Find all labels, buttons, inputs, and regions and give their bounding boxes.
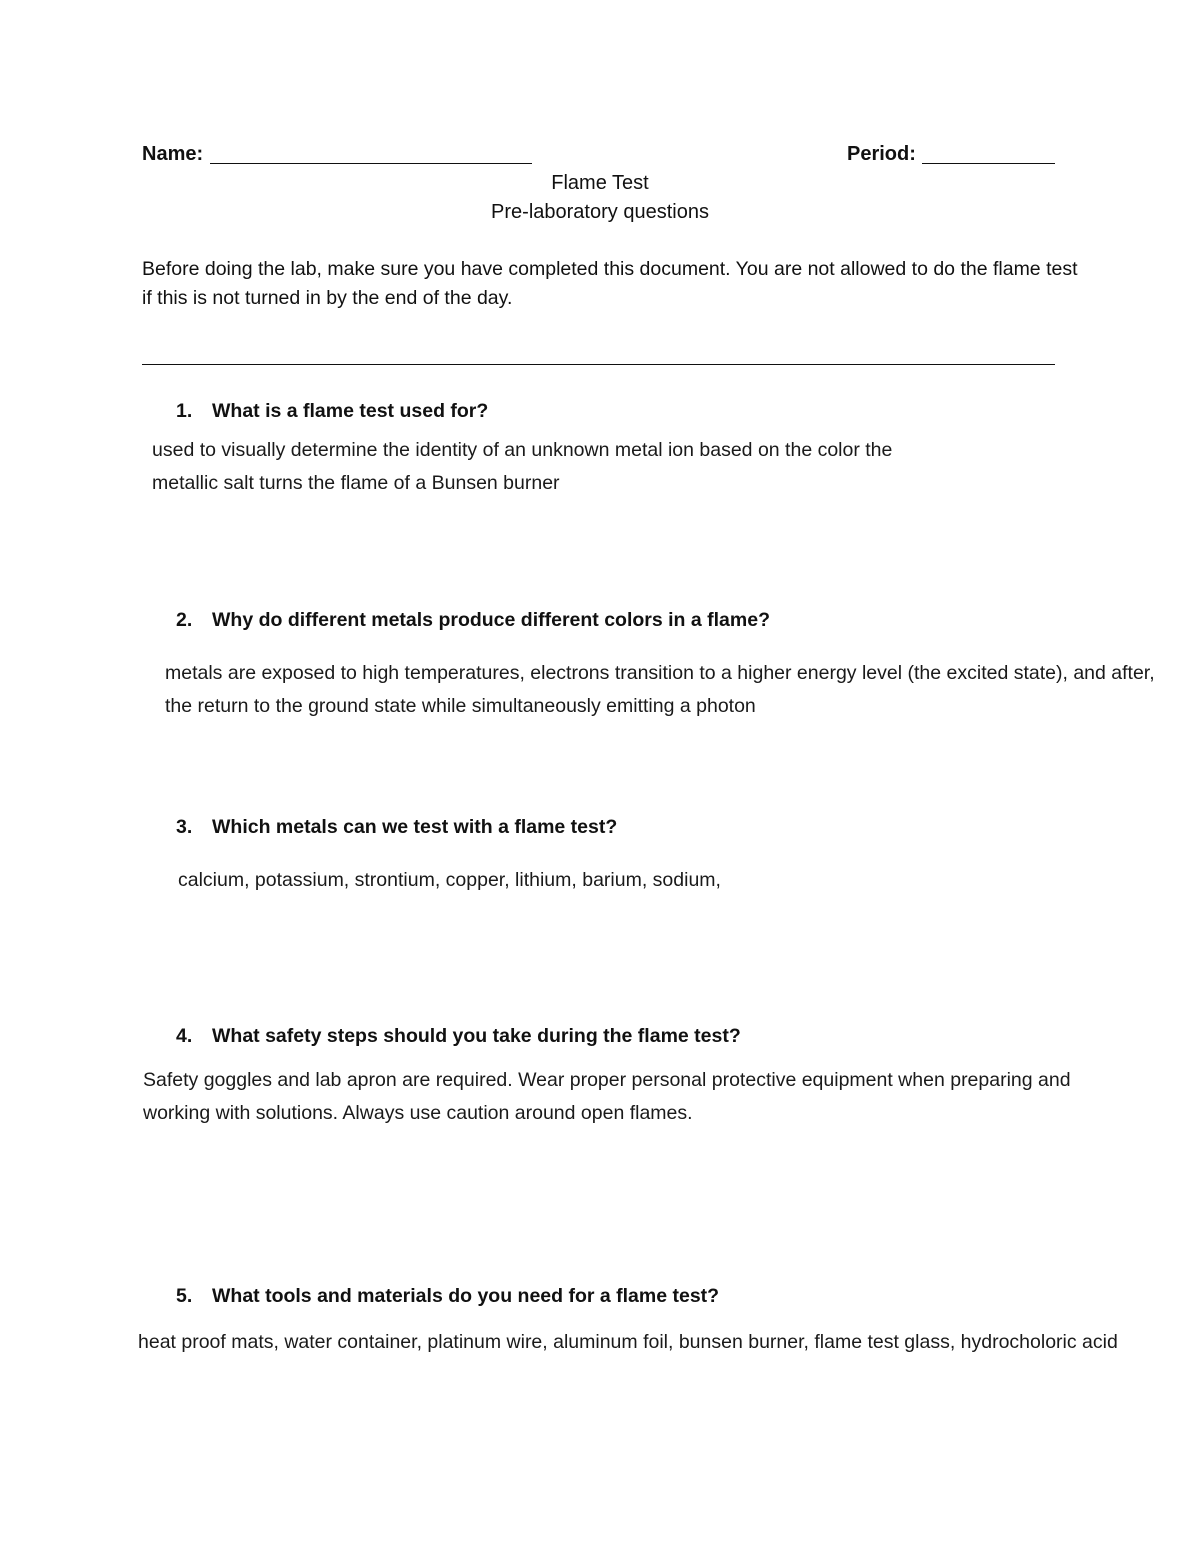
question-4-text: What safety steps should you take during the flame test?: [212, 1025, 741, 1047]
document-title: Flame Test: [551, 172, 649, 194]
answer-1: used to visually determine the identity of an unknown metal ion based on the color the metallic salt turns the flame of a Bunsen burner: [152, 439, 893, 494]
document-subtitle: Pre-laboratory questions: [491, 201, 709, 223]
question-1-number: 1.: [176, 400, 193, 422]
period-field[interactable]: [922, 163, 1055, 164]
name-label: Name:: [142, 143, 204, 165]
answer-5: heat proof mats, water container, platinum wire, aluminum foil, bunsen burner, flame test glass, hydrocholoric acid: [138, 1331, 1118, 1353]
answer-3: calcium, potassium, strontium, copper, lithium, barium, sodium,: [178, 869, 721, 891]
section-divider: [142, 364, 1055, 365]
question-1-text: What is a flame test used for?: [212, 400, 489, 422]
question-5-text: What tools and materials do you need for a flame test?: [212, 1285, 720, 1307]
answer-4: Safety goggles and lab apron are required. Wear proper personal protective equipment when preparing and working with solutions. Always use caution around open flames.: [143, 1069, 1071, 1124]
question-2-number: 2.: [176, 609, 193, 631]
period-label: Period:: [847, 143, 916, 165]
question-3-number: 3.: [176, 816, 193, 838]
intro-paragraph: Before doing the lab, make sure you have completed this document. You are not allowed to do the flame test if this is not turned in by the end of the day.: [142, 258, 1078, 309]
question-4-number: 4.: [176, 1025, 193, 1047]
question-5-number: 5.: [176, 1285, 193, 1307]
question-2-text: Why do different metals produce different colors in a flame?: [212, 609, 770, 631]
name-field[interactable]: [210, 163, 532, 164]
answer-2: metals are exposed to high temperatures, electrons transition to a higher energy level (the excited state), and after, the return to the ground state while simultaneously emitting a photon: [165, 662, 1155, 717]
question-3-text: Which metals can we test with a flame test?: [212, 816, 618, 838]
